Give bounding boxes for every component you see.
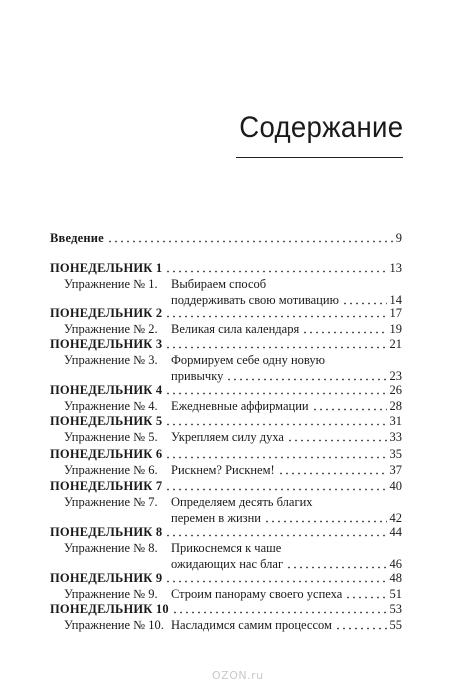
toc-entry-intro[interactable] — [50, 230, 402, 246]
dot-leader — [165, 527, 386, 537]
watermark: OZON.ru — [212, 669, 264, 682]
exercise-number: Упражнение № 5. — [64, 430, 158, 444]
toc-entry-label: ПОНЕДЕЛЬНИК 5 — [50, 414, 163, 428]
dot-leader — [165, 416, 386, 426]
toc-entry-label: ПОНЕДЕЛЬНИК 4 — [50, 383, 163, 397]
dot-leader — [287, 432, 387, 442]
exercise-number: Упражнение № 8. — [64, 541, 158, 555]
page-number: 44 — [389, 525, 402, 539]
toc-entry-label: ПОНЕДЕЛЬНИК 8 — [50, 525, 163, 539]
dot-leader — [165, 263, 386, 273]
page-number: 23 — [389, 369, 402, 383]
page-number: 55 — [389, 618, 402, 632]
toc-entry-label: ПОНЕДЕЛЬНИК 6 — [50, 447, 163, 461]
page-number: 21 — [389, 337, 402, 351]
exercise-title-line: перемен в жизни — [171, 511, 261, 525]
page-number: 37 — [389, 463, 402, 477]
page-number: 17 — [389, 306, 402, 320]
page-number: 19 — [389, 322, 402, 336]
page-number: 42 — [389, 511, 402, 525]
dot-leader — [345, 589, 386, 599]
dot-leader — [172, 604, 387, 614]
toc-entry-monday[interactable] — [50, 413, 402, 429]
dot-leader — [342, 295, 387, 305]
dot-leader — [165, 308, 386, 318]
exercise-title-line: поддерживать свою мотивацию — [171, 293, 339, 307]
toc-entry-label: ПОНЕДЕЛЬНИК 9 — [50, 571, 163, 585]
dot-leader — [264, 513, 387, 523]
exercise-number: Упражнение № 6. — [64, 463, 158, 477]
exercise-title-line: Прикоснемся к чаше — [171, 541, 282, 555]
toc-entry-label: ПОНЕДЕЛЬНИК 2 — [50, 306, 163, 320]
title-underline — [236, 157, 403, 158]
dot-leader — [165, 449, 386, 459]
toc-entry-monday[interactable] — [50, 305, 402, 321]
toc-entry-label: ПОНЕДЕЛЬНИК 1 — [50, 261, 163, 275]
page-number: 53 — [389, 602, 402, 616]
toc-entry-monday[interactable] — [50, 382, 402, 398]
toc-entry-label: ПОНЕДЕЛЬНИК 7 — [50, 479, 163, 493]
page-number: 46 — [389, 557, 402, 571]
page-number: 28 — [389, 399, 402, 413]
page-number: 33 — [389, 430, 402, 444]
page-number: 13 — [389, 261, 402, 275]
dot-leader — [335, 620, 387, 630]
page-number: 14 — [389, 293, 402, 307]
exercise-title-line: Строим панораму своего успеха — [171, 587, 343, 601]
toc-entry-monday[interactable] — [50, 478, 402, 494]
page-number: 26 — [389, 383, 402, 397]
exercise-title-line: привычку — [171, 369, 224, 383]
dot-leader — [302, 324, 386, 334]
exercise-number: Упражнение № 4. — [64, 399, 158, 413]
dot-leader — [165, 481, 386, 491]
toc-entry-label: ПОНЕДЕЛЬНИК 10 — [50, 602, 169, 616]
page-number: 51 — [389, 587, 402, 601]
dot-leader — [286, 559, 386, 569]
exercise-title-line: Выбираем способ — [171, 277, 267, 291]
exercise-number: Упражнение № 10. — [64, 618, 164, 632]
exercise-number: Упражнение № 1. — [64, 277, 158, 291]
page-number: 48 — [389, 571, 402, 585]
exercise-number: Упражнение № 7. — [64, 495, 158, 509]
toc-entry-monday[interactable] — [50, 260, 402, 276]
dot-leader — [165, 573, 386, 583]
exercise-number: Упражнение № 9. — [64, 587, 158, 601]
toc-entry-monday[interactable] — [50, 446, 402, 462]
dot-leader — [226, 371, 386, 381]
dot-leader — [312, 401, 387, 411]
page-number: 40 — [389, 479, 402, 493]
toc-entry-label: ПОНЕДЕЛЬНИК 3 — [50, 337, 163, 351]
toc-entry-monday[interactable] — [50, 524, 402, 540]
page-number: 35 — [389, 447, 402, 461]
exercise-title-line: Формируем себе одну новую — [171, 353, 325, 367]
exercise-title-line: ожидающих нас благ — [171, 557, 284, 571]
exercise-title-line: Великая сила календаря — [171, 322, 300, 336]
toc-entry-label: Введение — [50, 231, 104, 245]
dot-leader — [165, 339, 386, 349]
dot-leader — [107, 233, 393, 243]
exercise-title-line: Укрепляем силу духа — [171, 430, 284, 444]
page-number: 9 — [395, 231, 402, 245]
toc-entry-monday[interactable] — [50, 336, 402, 352]
dot-leader — [278, 465, 387, 475]
exercise-title-line: Ежедневные аффирмации — [171, 399, 309, 413]
toc-entry-monday[interactable] — [50, 570, 402, 586]
exercise-title-line: Насладимся самим процессом — [171, 618, 332, 632]
toc-entry-monday[interactable] — [50, 601, 402, 617]
page-number: 31 — [389, 414, 402, 428]
exercise-title-line: Рискнем? Рискнем! — [171, 463, 275, 477]
page-title: Содержание — [238, 111, 403, 144]
exercise-number: Упражнение № 3. — [64, 353, 158, 367]
exercise-title-line: Определяем десять благих — [171, 495, 313, 509]
dot-leader — [165, 385, 386, 395]
exercise-number: Упражнение № 2. — [64, 322, 158, 336]
